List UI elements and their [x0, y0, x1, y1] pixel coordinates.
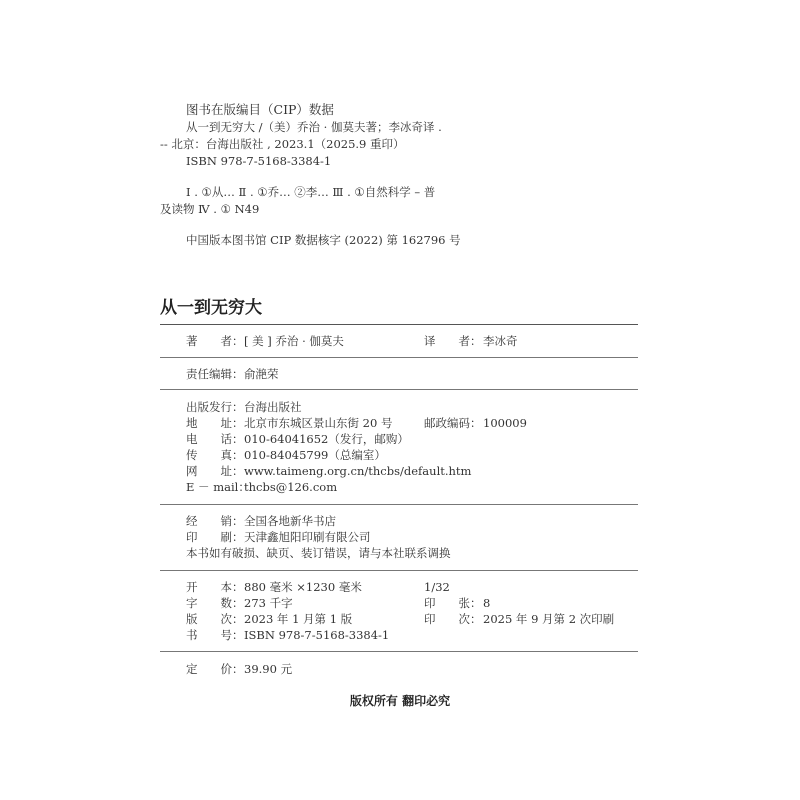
postcode-value: 100009 — [483, 416, 527, 430]
defect-notice: 本书如有破损、缺页、装订错误，请与本社联系调换 — [186, 546, 451, 560]
format-fraction: 1/32 — [424, 580, 450, 594]
cip-heading: 图书在版编目（CIP）数据 — [186, 102, 334, 117]
divider — [160, 324, 638, 325]
isbn-label: 书 号： — [186, 628, 244, 642]
cip-isbn: ISBN 978-7-5168-3384-1 — [186, 154, 332, 168]
format-value: 880 毫米 ×1230 毫米 — [244, 580, 362, 594]
address-value: 北京市东城区景山东街 20 号 — [244, 416, 393, 430]
sheets-label: 印 张： — [424, 596, 482, 610]
copyright-notice: 版权所有 翻印必究 — [349, 694, 451, 708]
sheets-value: 8 — [483, 596, 491, 610]
translator-label: 译 者： — [424, 334, 482, 348]
edition-label: 版 次： — [186, 612, 244, 626]
email-value: thcbs@126.com — [244, 480, 338, 494]
isbn-value: ISBN 978-7-5168-3384-1 — [244, 628, 390, 642]
cip-class-2: 及读物 Ⅳ . ① N49 — [160, 202, 260, 216]
book-title: 从一到无穷大 — [160, 298, 262, 318]
author-value: [ 美 ] 乔治 · 伽莫夫 — [244, 334, 344, 348]
phone-label: 电 话： — [186, 432, 244, 446]
fax-label: 传 真： — [186, 448, 244, 462]
printing-value: 2025 年 9 月第 2 次印刷 — [483, 612, 615, 626]
publisher-value: 台海出版社 — [244, 400, 302, 414]
divider — [160, 389, 638, 390]
author-label: 著 者： — [186, 334, 244, 348]
website-label: 网 址： — [186, 464, 244, 478]
format-label: 开 本： — [186, 580, 244, 594]
word-count-label: 字 数： — [186, 596, 244, 610]
distributor-value: 全国各地新华书店 — [244, 514, 336, 528]
publisher-label: 出版发行： — [186, 400, 244, 414]
website-value: www.taimeng.org.cn/thcbs/default.htm — [244, 464, 472, 478]
edition-value: 2023 年 1 月第 1 版 — [244, 612, 353, 626]
cip-line-2: -- 北京：台海出版社 , 2023.1（2025.9 重印） — [160, 137, 405, 151]
fax-value: 010-84045799（总编室） — [244, 448, 386, 462]
divider — [160, 651, 638, 652]
divider — [160, 504, 638, 505]
editor-label: 责任编辑： — [186, 367, 244, 381]
price-label: 定 价： — [186, 662, 244, 676]
editor-value: 俞滟荣 — [244, 367, 279, 381]
printer-label: 印 刷： — [186, 530, 244, 544]
price-value: 39.90 元 — [244, 662, 293, 676]
printing-label: 印 次： — [424, 612, 482, 626]
word-count-value: 273 千字 — [244, 596, 293, 610]
divider — [160, 570, 638, 571]
cip-record: 中国版本图书馆 CIP 数据核字 (2022) 第 162796 号 — [186, 233, 461, 247]
phone-value: 010-64041652（发行，邮购） — [244, 432, 409, 446]
postcode-label: 邮政编码： — [424, 416, 482, 430]
address-label: 地 址： — [186, 416, 244, 430]
printer-value: 天津鑫旭阳印刷有限公司 — [244, 530, 371, 544]
cip-line-1: 从一到无穷大 /（美）乔治 · 伽莫夫著；李冰奇译 . — [186, 120, 442, 134]
translator-value: 李冰奇 — [483, 334, 518, 348]
cip-class-1: Ⅰ . ①从… Ⅱ . ①乔… ②李… Ⅲ . ①自然科学 – 普 — [186, 185, 436, 199]
email-label: E － mail： — [186, 480, 250, 494]
distributor-label: 经 销： — [186, 514, 244, 528]
divider — [160, 357, 638, 358]
